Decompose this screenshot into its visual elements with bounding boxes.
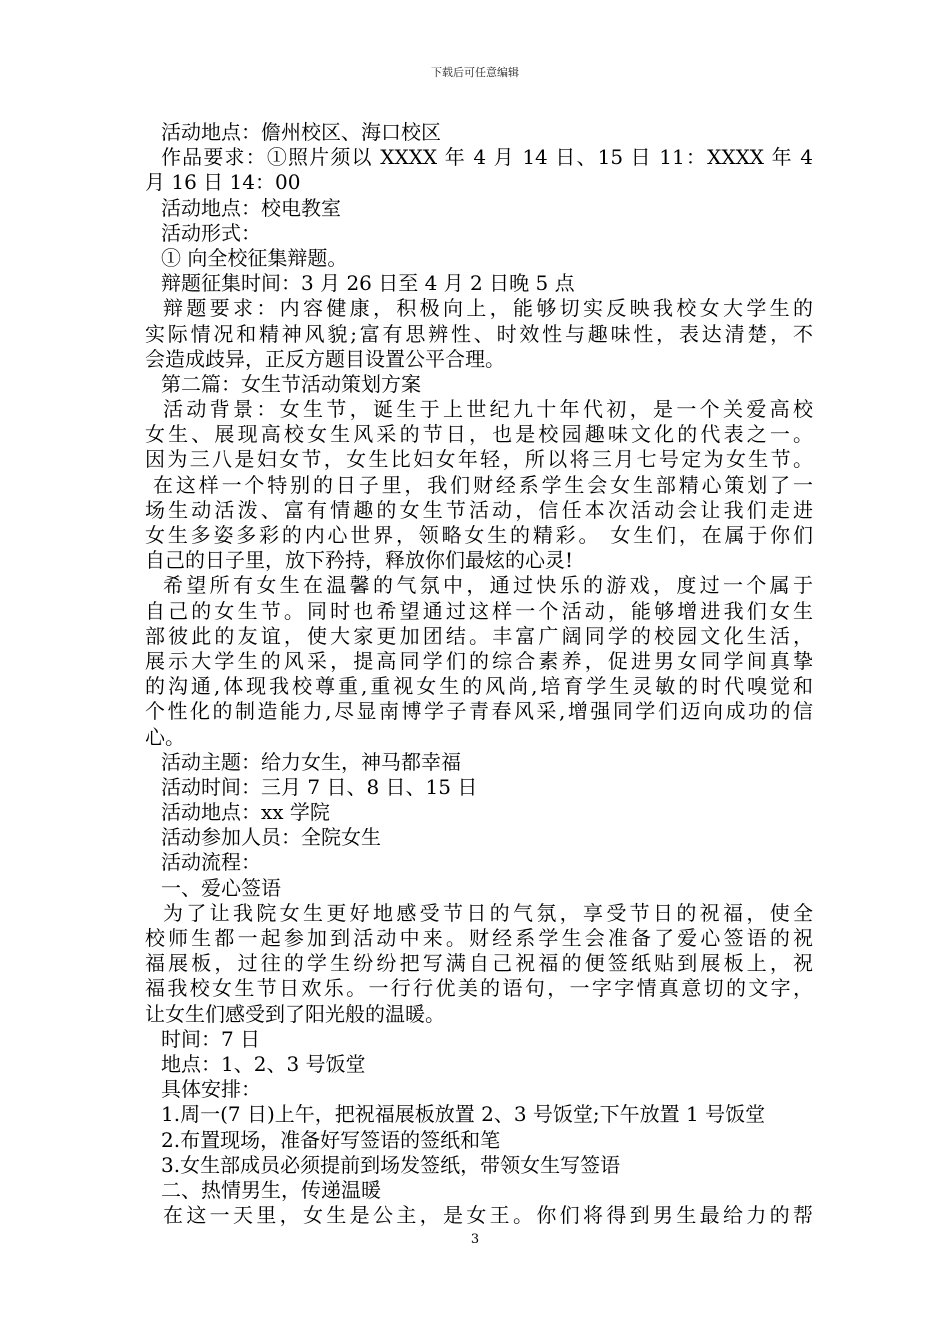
text-line: 展示大学生的风采，提高同学们的综合素养，促进男女同学间真挚: [145, 648, 813, 673]
text-line: 活动参加人员：全院女生: [161, 825, 381, 850]
page-header: 下载后可任意编辑: [431, 66, 519, 79]
text-line: 地点：1、2、3 号饭堂: [161, 1051, 366, 1076]
list-item: 3.女生部成员必须提前到场发签纸，带领女生写签语: [161, 1152, 621, 1177]
text-line: 活动时间：三月 7 日、8 日、15 日: [161, 774, 478, 799]
text-line: 部彼此的友谊，使大家更加团结。丰富广阔同学的校园文化生活，: [145, 623, 813, 648]
text-line: 女生多姿多彩的内心世界，领略女生的精彩。 女生们，在属于你们: [145, 523, 813, 547]
text-line: 的沟通,体现我校尊重,重视女生的风尚,培育学生灵敏的时代嗅觉和: [145, 674, 813, 699]
text-line: 因为三八是妇女节，女生比妇女年轻，所以将三月七号定为女生节。: [145, 447, 813, 472]
list-item: 2.布置现场，准备好写签语的签纸和笔: [161, 1127, 501, 1152]
section-heading: 二、热情男生，传递温暖: [161, 1177, 381, 1202]
text-line: 自己的女生节。同时也希望通过这样一个活动，能够增进我们女生: [145, 598, 813, 623]
text-line: 在这一天里，女生是公主，是女王。你们将得到男生最给力的帮: [163, 1203, 813, 1228]
text-line: 心。: [145, 724, 185, 749]
text-line: 活动主题：给力女生，神马都幸福: [161, 749, 461, 774]
text-line: 活动形式：: [161, 220, 261, 245]
text-line: 个性化的制造能力,尽显南博学子青春风采,增强同学们迈向成功的信: [145, 699, 813, 724]
text-line: 让女生们感受到了阳光般的温暖。: [145, 1001, 445, 1026]
section-heading: 第二篇：女生节活动策划方案: [161, 371, 421, 396]
section-heading: 一、爱心签语: [161, 875, 281, 900]
text-line: 自己的日子里，放下矜持，释放你们最炫的心灵!: [145, 548, 574, 573]
text-line: 为了让我院女生更好地感受节日的气氛，享受节日的祝福，使全: [163, 900, 813, 925]
document-body: [145, 120, 813, 1228]
text-line: 福我校女生节日欢乐。一行行优美的语句，一字字情真意切的文字，: [145, 976, 813, 1001]
text-line: 希望所有女生在温馨的气氛中，通过快乐的游戏，度过一个属于: [163, 573, 813, 598]
text-line: 时间：7 日: [161, 1026, 261, 1051]
text-line: 实际情况和精神风貌;富有思辨性、时效性与趣味性，表达清楚，不: [145, 321, 813, 346]
text-line: 活动流程：: [161, 850, 261, 875]
text-line: 活动背景：女生节，诞生于上世纪九十年代初，是一个关爱高校: [163, 397, 813, 422]
text-line: 女生、展现高校女生风采的节日，也是校园趣味文化的代表之一。: [145, 422, 813, 447]
text-line: 辩题征集时间：3 月 26 日至 4 月 2 日晚 5 点: [161, 271, 575, 296]
text-line: 具体安排：: [161, 1077, 261, 1102]
text-line: 活动地点：儋州校区、海口校区: [161, 120, 441, 144]
text-line: 场生动活泼、富有情趣的女生节活动，信任本次活动会让我们走进: [145, 497, 813, 522]
text-line: 校师生都一起参加到活动中来。财经系学生会准备了爱心签语的祝: [145, 926, 813, 950]
text-line: ① 向全校征集辩题。: [161, 245, 348, 270]
text-line: 活动地点：校电教室: [161, 195, 341, 220]
text-line: 月 16 日 14：00: [145, 170, 301, 195]
text-line: 活动地点：xx 学院: [161, 800, 330, 825]
text-line: 辩题要求：内容健康，积极向上，能够切实反映我校女大学生的: [163, 296, 813, 321]
list-item: 1.周一(7 日)上午，把祝福展板放置 2、3 号饭堂;下午放置 1 号饭堂: [161, 1102, 766, 1127]
text-line: 作品要求：①照片须以 XXXX 年 4 月 14 日、15 日 11：XXXX 年 4: [161, 145, 813, 170]
text-line: 福展板，过往的学生纷纷把写满自己祝福的便签纸贴到展板上，祝: [145, 951, 813, 976]
page-number: 3: [470, 1232, 480, 1247]
text-line: 在这样一个特别的日子里，我们财经系学生会女生部精心策划了一: [153, 472, 813, 497]
text-line: 会造成歧异，正反方题目设置公平合理。: [145, 346, 505, 371]
